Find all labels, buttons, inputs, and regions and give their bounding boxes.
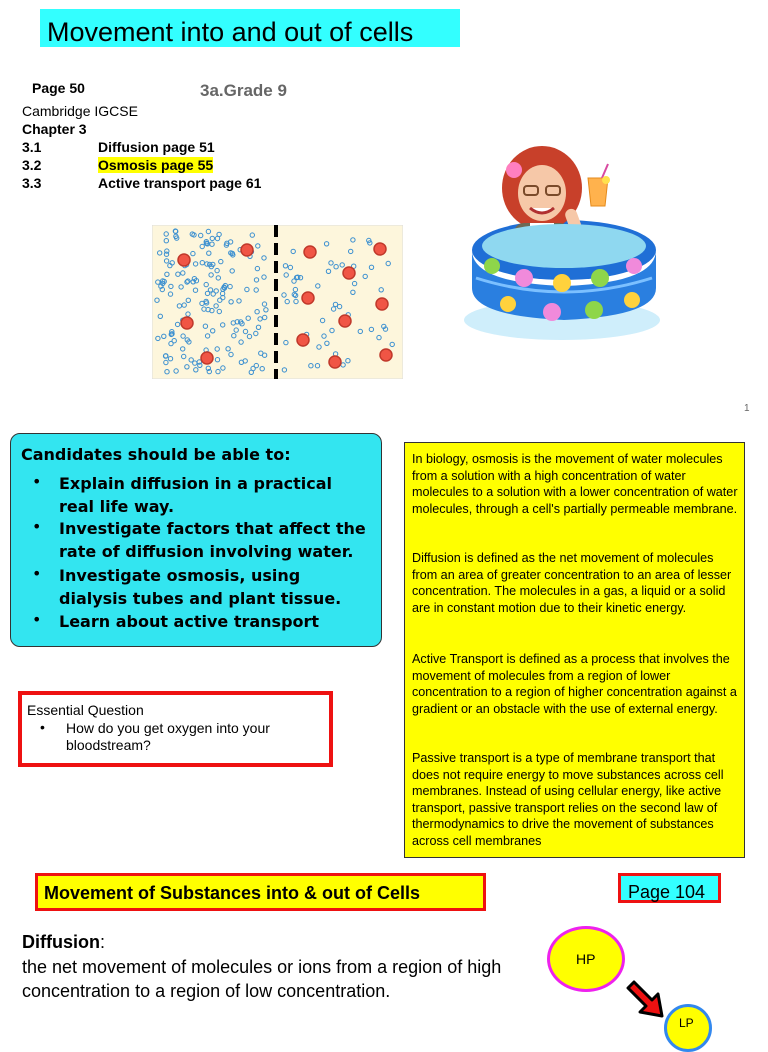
- arrow-down-right-icon: [622, 976, 670, 1024]
- objective-item: Learn about active transport: [59, 612, 320, 631]
- solute-molecule: [178, 254, 190, 266]
- solute-molecule: [201, 352, 213, 364]
- diffusion-term-word: Diffusion: [22, 932, 100, 952]
- objective-item: Investigate factors that affect the rate of diffusion involving water.: [59, 519, 366, 561]
- page-reference: Page 50: [32, 80, 85, 96]
- teacher-avatar-pool-illustration: [462, 138, 667, 343]
- section-title: Diffusion page 51: [98, 139, 215, 155]
- solute-molecule: [181, 317, 193, 329]
- objective-item: Investigate osmosis, using dialysis tubes and plant tissue.: [59, 566, 342, 608]
- bullet-icon: •: [32, 517, 42, 536]
- solute-molecule: [376, 298, 388, 310]
- bullet-icon: •: [40, 719, 45, 735]
- lp-label: LP: [679, 1016, 694, 1030]
- objective-item: Explain diffusion in a practical real life way.: [59, 474, 333, 516]
- exam-board: Cambridge IGCSE: [22, 103, 138, 119]
- bullet-icon: •: [32, 564, 42, 583]
- solute-molecule: [297, 334, 309, 346]
- solute-molecule: [304, 246, 316, 258]
- grade-label: 3a.Grade 9: [200, 81, 287, 100]
- page-104-label: Page 104: [628, 882, 706, 902]
- solute-molecule: [380, 349, 392, 361]
- section-title: Active transport page 61: [98, 175, 262, 191]
- section-number: 3.3: [22, 175, 42, 191]
- chapter-label: Chapter 3: [22, 121, 87, 137]
- bullet-icon: •: [32, 472, 42, 491]
- section-number: 3.1: [22, 139, 42, 155]
- diffusion-definition-text: the net movement of molecules or ions from a region of high concentration to a region of low concentration.: [22, 957, 502, 1001]
- essential-question-title: Essential Question: [27, 702, 144, 718]
- page-number: 1: [744, 403, 750, 414]
- osmosis-definition: In biology, osmosis is the movement of water molecules from a solution with a high concentration of water molecules to a solution with a lower concentration of water molecules, through a cell's partially permeable membrane.: [412, 452, 738, 516]
- diffusion-membrane-illustration: [152, 225, 403, 379]
- section-number: 3.2: [22, 157, 42, 173]
- solute-molecule: [241, 244, 253, 256]
- solute-molecule: [343, 267, 355, 279]
- essential-question-text: How do you get oxygen into your bloodstream?: [66, 720, 270, 753]
- diffusion-term-colon: :: [100, 932, 106, 952]
- diffusion-term: [22, 932, 105, 953]
- active-transport-definition: Active Transport is defined as a process that involves the movement of molecules from a region of lower concentration to a region of higher concentration against a gradient or an obstacle with the use of external energy.: [412, 652, 737, 716]
- section-title-highlighted: Osmosis page 55: [98, 157, 214, 173]
- solute-molecule: [302, 292, 314, 304]
- hp-label: HP: [576, 951, 596, 967]
- solute-molecule: [339, 315, 351, 327]
- solute-molecule: [329, 356, 341, 368]
- passive-transport-definition: Passive transport is a type of membrane transport that does not require energy to move substances across cell membranes. Instead of using cellular energy, like active transport, passive transport relies on the second law of thermodynamics to drive the movement of substances across cell membranes: [412, 751, 724, 848]
- diffusion-definition: Diffusion is defined as the net movement of molecules from an area of greater concentration to an area of lesser concentration. The molecules in a gas, a liquid or a solid are in constant motion due to their kinetic energy.: [412, 551, 732, 615]
- objectives-heading: Candidates should be able to:: [21, 445, 291, 464]
- bullet-icon: •: [32, 610, 42, 629]
- solute-molecule: [374, 243, 386, 255]
- page-title: Movement into and out of cells: [47, 17, 414, 47]
- section-banner-title: Movement of Substances into & out of Cells: [44, 883, 421, 903]
